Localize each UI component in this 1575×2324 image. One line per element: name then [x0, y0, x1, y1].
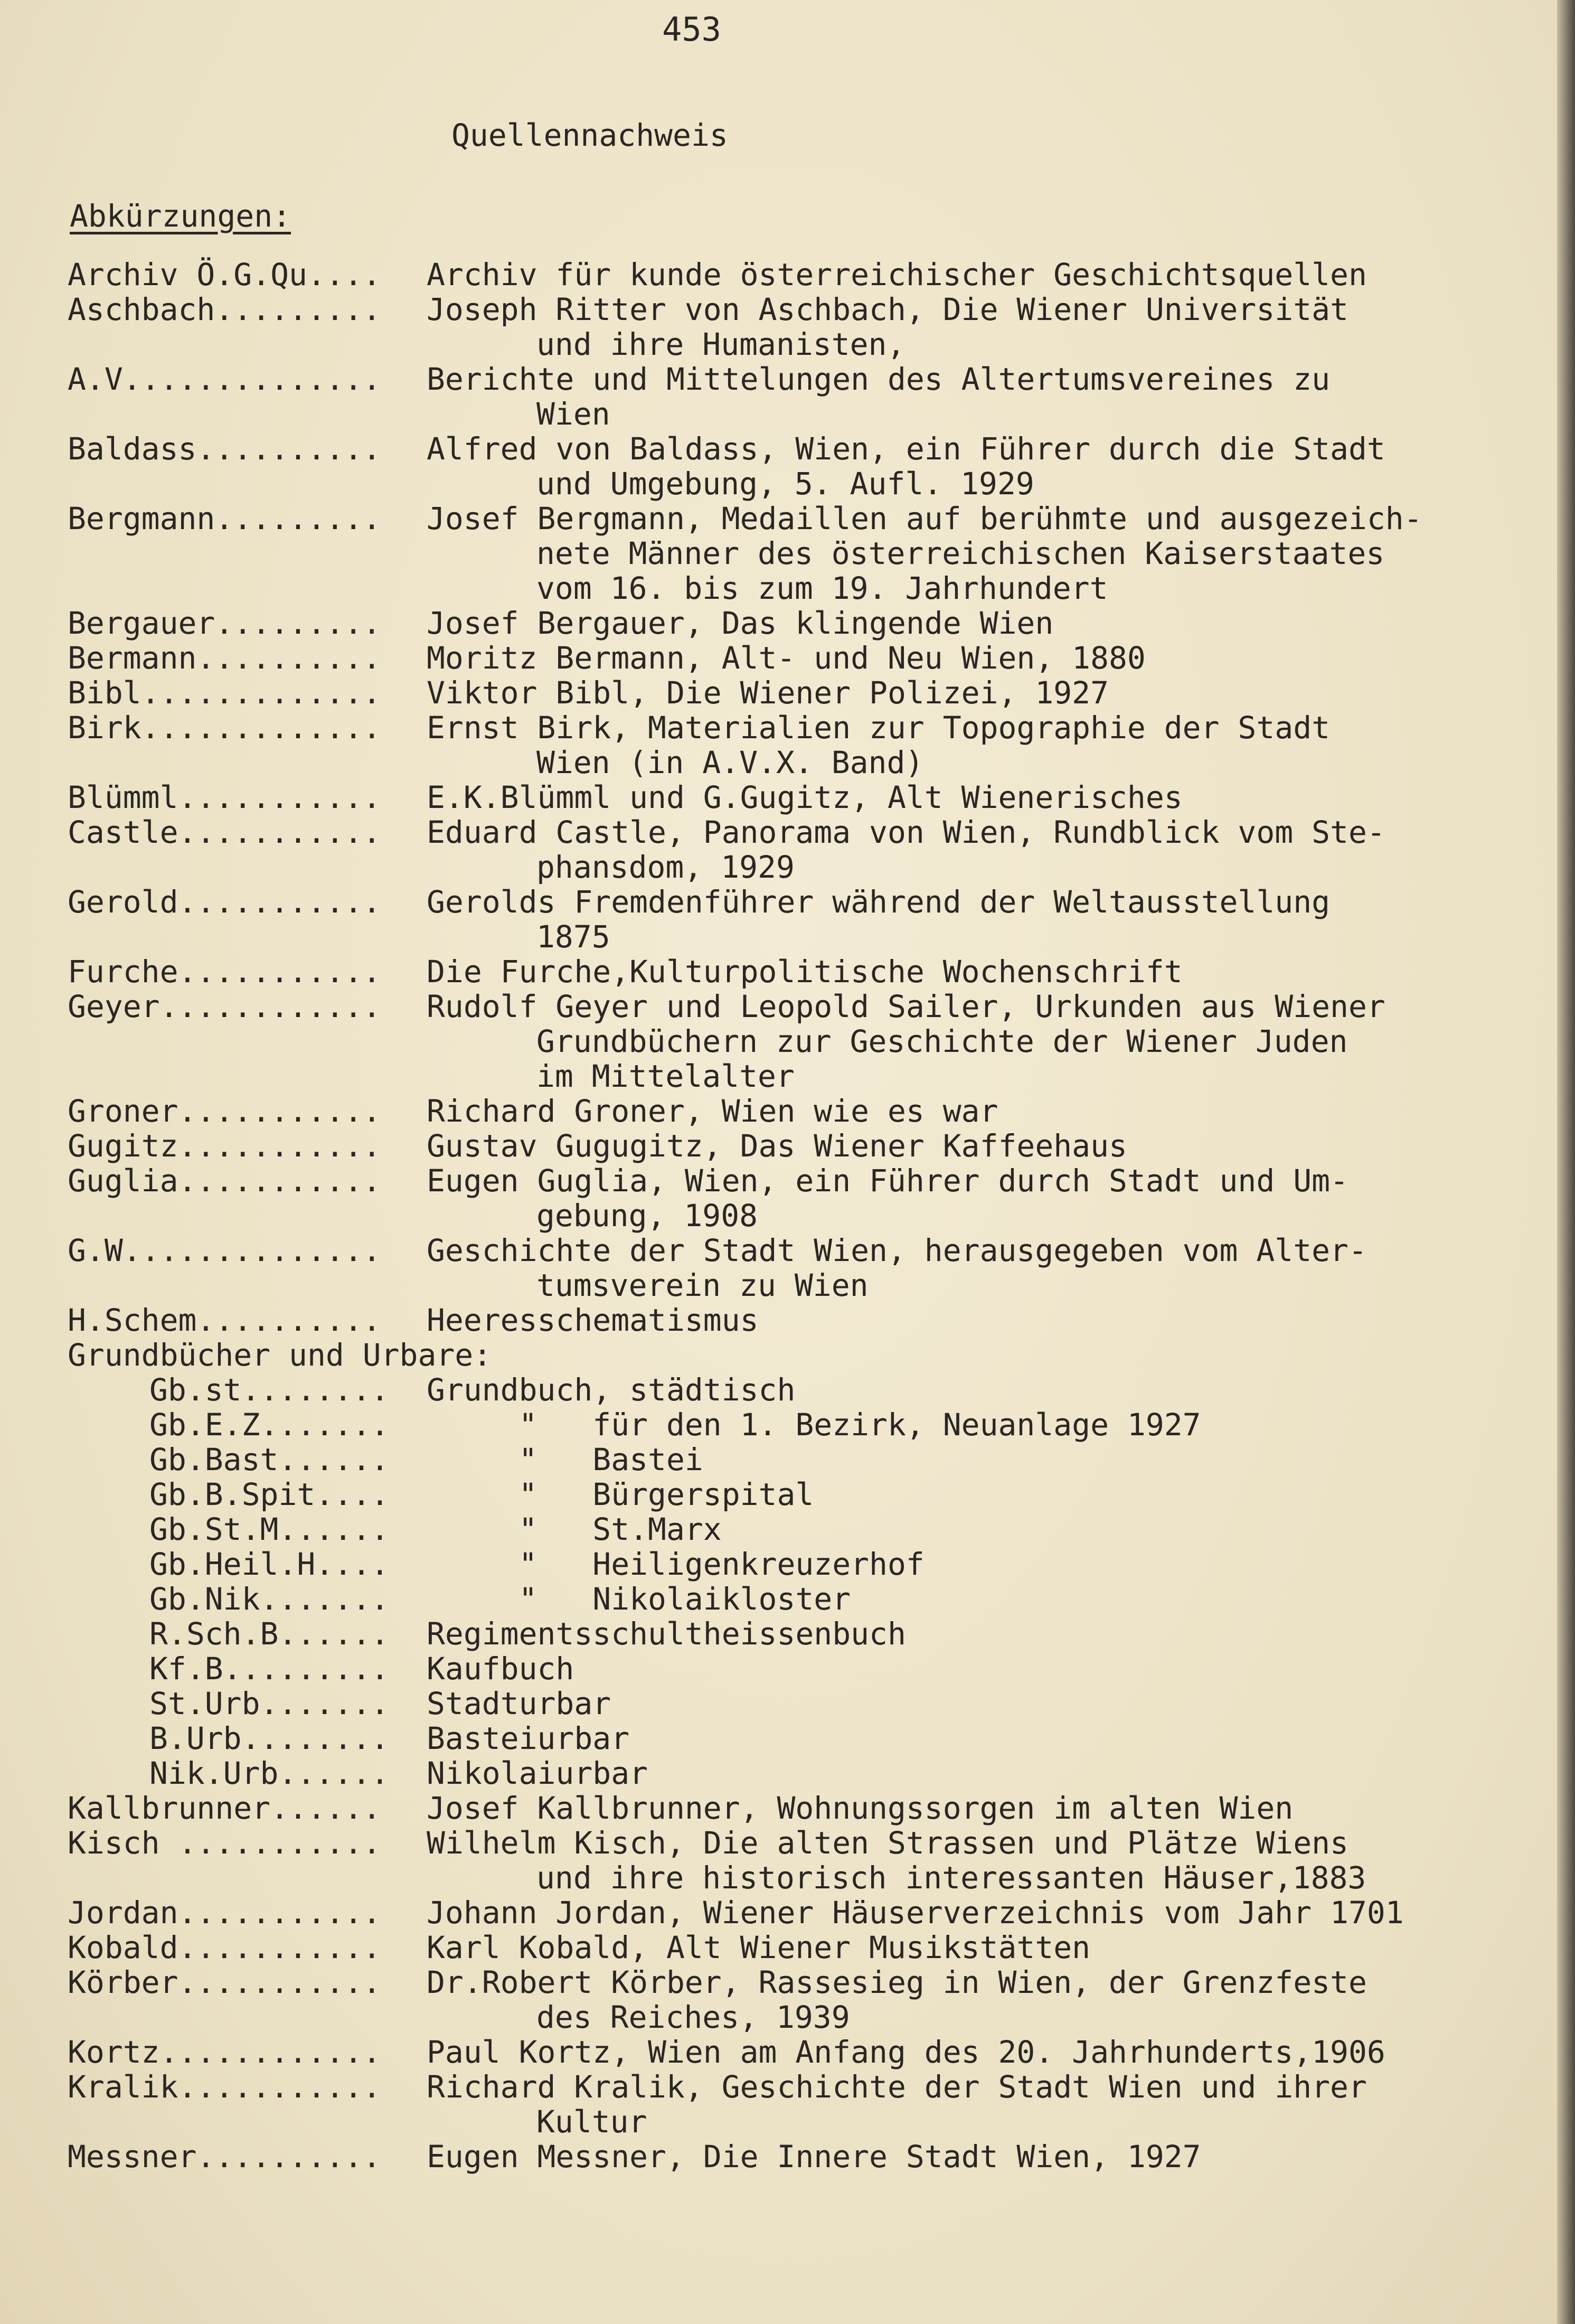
entry-source-text: " St.Marx	[427, 1511, 722, 1547]
entry-abbreviation: Grundbücher und Urbare:	[68, 1337, 492, 1373]
entry-source-text: Berichte und Mittelungen des Altertumsvereines zu	[427, 361, 1331, 397]
entry-source-text: Geschichte der Stadt Wien, herausgegeben vom Alter-	[427, 1232, 1367, 1268]
entry-source-text: Die Furche,Kulturpolitische Wochenschrift	[427, 954, 1183, 990]
list-item	[68, 1338, 1546, 1372]
entry-continuation-line	[68, 745, 1546, 780]
list-item	[68, 1303, 1546, 1338]
entry-continuation-text: und ihre Humanisten,	[536, 326, 906, 362]
list-item	[68, 1930, 1546, 1965]
entry-continuation-text: 1875	[536, 919, 610, 955]
list-item	[68, 1512, 1546, 1547]
page-edge-shadow	[1557, 0, 1575, 2324]
entry-continuation-line	[68, 1024, 1546, 1059]
entry-source-text: Heeresschematismus	[427, 1302, 759, 1338]
list-item	[68, 1407, 1546, 1442]
entry-source-text: Grundbuch, städtisch	[427, 1372, 796, 1408]
entry-abbreviation: Bermann..........	[68, 640, 381, 676]
entry-source-text: Johann Jordan, Wiener Häuserverzeichnis vom Jahr 1701	[427, 1895, 1404, 1931]
entry-continuation-line	[68, 466, 1546, 501]
entry-continuation-text: und ihre historisch interessanten Häuser,1883	[536, 1860, 1366, 1896]
entry-abbreviation: Furche...........	[68, 954, 381, 990]
entry-continuation-line	[68, 327, 1546, 362]
entry-source-text: Archiv für kunde österreichischer Geschichtsquellen	[427, 257, 1367, 293]
list-item	[68, 1651, 1546, 1686]
entry-source-text: Josef Bergmann, Medaillen auf berühmte und ausgezeich-	[427, 501, 1422, 537]
entry-abbreviation: Birk.............	[68, 710, 381, 746]
entry-source-text: Wilhelm Kisch, Die alten Strassen und Plätze Wiens	[427, 1825, 1348, 1861]
list-item	[68, 1094, 1546, 1128]
list-item	[68, 1582, 1546, 1616]
entry-continuation-line	[68, 1860, 1546, 1895]
entry-source-text: Dr.Robert Körber, Rassesieg in Wien, der Grenzfeste	[427, 1964, 1367, 2000]
entry-source-text: Alfred von Baldass, Wien, ein Führer durch die Stadt	[427, 431, 1385, 467]
entry-source-text: Kaufbuch	[427, 1651, 574, 1687]
entry-abbreviation: Gb.E.Z.......	[149, 1407, 389, 1443]
list-item	[68, 2139, 1546, 2174]
entry-abbreviation: A.V..............	[68, 361, 381, 397]
page-title: Quellennachweis	[451, 117, 728, 153]
entry-source-text: " für den 1. Bezirk, Neuanlage 1927	[427, 1407, 1201, 1443]
list-item	[68, 815, 1546, 850]
entry-source-text: Karl Kobald, Alt Wiener Musikstätten	[427, 1930, 1091, 1965]
abbreviations-heading: Abkürzungen:	[70, 198, 291, 234]
list-item	[68, 1442, 1546, 1477]
entry-continuation-text: Grundbüchern zur Geschichte der Wiener Juden	[536, 1023, 1348, 1059]
list-item	[68, 1686, 1546, 1721]
list-item	[68, 1756, 1546, 1791]
entry-abbreviation: Kisch ...........	[68, 1825, 381, 1861]
entry-abbreviation: Bergauer.........	[68, 605, 381, 641]
entry-continuation-text: und Umgebung, 5. Aufl. 1929	[536, 466, 1034, 502]
entry-abbreviation: Archiv Ö.G.Qu....	[68, 257, 381, 293]
entry-source-text: " Nikolaikloster	[427, 1581, 851, 1617]
entry-abbreviation: Gb.st........	[149, 1372, 389, 1408]
entry-continuation-line	[68, 919, 1546, 954]
list-item	[68, 710, 1546, 745]
list-item	[68, 1163, 1546, 1198]
page-number: 453	[662, 10, 721, 49]
entry-abbreviation: Geyer............	[68, 989, 381, 1024]
entry-source-text: " Heiligenkreuzerhof	[427, 1546, 925, 1582]
entry-source-text: Josef Kallbrunner, Wohnungssorgen im alten Wien	[427, 1790, 1294, 1826]
entry-source-text: Viktor Bibl, Die Wiener Polizei, 1927	[427, 675, 1109, 711]
entry-source-text: E.K.Blümml und G.Gugitz, Alt Wienerisches	[427, 779, 1183, 815]
entry-source-text: Joseph Ritter von Aschbach, Die Wiener Universität	[427, 291, 1348, 327]
entry-continuation-line	[68, 2104, 1546, 2139]
entry-continuation-line	[68, 536, 1546, 571]
entry-continuation-text: des Reiches, 1939	[536, 1999, 850, 2035]
entry-abbreviation: Nik.Urb......	[149, 1755, 389, 1791]
entry-abbreviation: H.Schem..........	[68, 1302, 381, 1338]
entry-source-text: Nikolaiurbar	[427, 1755, 648, 1791]
entry-abbreviation: Gerold...........	[68, 884, 381, 920]
entry-abbreviation: Groner...........	[68, 1093, 381, 1129]
entry-source-text: Ernst Birk, Materialien zur Topographie der Stadt	[427, 710, 1331, 746]
entry-source-text: Gerolds Fremdenführer während der Weltausstellung	[427, 884, 1331, 920]
entry-abbreviation: Jordan...........	[68, 1895, 381, 1931]
entry-continuation-text: im Mittelalter	[536, 1058, 795, 1094]
list-item	[68, 1128, 1546, 1163]
entry-source-text: Rudolf Geyer und Leopold Sailer, Urkunden aus Wiener	[427, 989, 1385, 1024]
entry-abbreviation: Gb.Bast......	[149, 1442, 389, 1478]
entry-source-text: Regimentsschultheissenbuch	[427, 1616, 906, 1652]
entry-abbreviation: Blümml...........	[68, 779, 381, 815]
list-item	[68, 2035, 1546, 2069]
entry-source-text: Eduard Castle, Panorama von Wien, Rundblick vom Ste-	[427, 814, 1385, 850]
entry-abbreviation: Gb.St.M......	[149, 1511, 389, 1547]
list-item	[68, 1791, 1546, 1826]
list-item	[68, 1616, 1546, 1651]
entry-abbreviation: Castle...........	[68, 814, 381, 850]
list-item	[68, 1477, 1546, 1512]
list-item	[68, 1547, 1546, 1582]
entry-abbreviation: R.Sch.B......	[149, 1616, 389, 1652]
entry-abbreviation: Gugitz...........	[68, 1128, 381, 1164]
entry-continuation-text: nete Männer des österreichischen Kaiserstaates	[536, 535, 1385, 571]
entry-source-text: Gustav Gugugitz, Das Wiener Kaffeehaus	[427, 1128, 1127, 1164]
entry-abbreviation: Baldass..........	[68, 431, 381, 467]
entry-continuation-line	[68, 1198, 1546, 1233]
entry-continuation-line	[68, 1059, 1546, 1094]
entry-continuation-line	[68, 1268, 1546, 1303]
abbreviation-list	[68, 257, 1546, 2174]
entry-source-text: Josef Bergauer, Das klingende Wien	[427, 605, 1054, 641]
entry-source-text: Moritz Bermann, Alt- und Neu Wien, 1880	[427, 640, 1146, 676]
list-item	[68, 780, 1546, 815]
list-item	[68, 989, 1546, 1024]
entry-continuation-text: phansdom, 1929	[536, 849, 795, 885]
entry-continuation-text: Wien (in A.V.X. Band)	[536, 745, 924, 780]
entry-abbreviation: Kf.B.........	[149, 1651, 389, 1687]
entry-continuation-text: tumsverein zu Wien	[536, 1267, 869, 1303]
entry-abbreviation: Kralik...........	[68, 2069, 381, 2105]
list-item	[68, 431, 1546, 466]
entry-continuation-text: gebung, 1908	[536, 1198, 758, 1234]
list-item	[68, 675, 1546, 710]
entry-source-text: Paul Kortz, Wien am Anfang des 20. Jahrhunderts,1906	[427, 2034, 1385, 2070]
entry-source-text: Richard Kralik, Geschichte der Stadt Wien und ihrer	[427, 2069, 1367, 2105]
list-item	[68, 606, 1546, 641]
entry-continuation-line	[68, 571, 1546, 606]
entry-continuation-line	[68, 397, 1546, 431]
entry-abbreviation: Gb.Nik.......	[149, 1581, 389, 1617]
entry-source-text: Eugen Guglia, Wien, ein Führer durch Stadt und Um-	[427, 1163, 1348, 1199]
entry-abbreviation: Gb.Heil.H....	[149, 1546, 389, 1582]
entry-abbreviation: Körber...........	[68, 1964, 381, 2000]
list-item	[68, 641, 1546, 675]
list-item	[68, 954, 1546, 989]
list-item	[68, 1826, 1546, 1860]
entry-source-text: " Bürgerspital	[427, 1476, 814, 1512]
list-item	[68, 257, 1546, 292]
entry-continuation-line	[68, 850, 1546, 885]
entry-abbreviation: Gb.B.Spit....	[149, 1476, 389, 1512]
list-item	[68, 1965, 1546, 2000]
entry-source-text: Basteiurbar	[427, 1720, 630, 1756]
entry-abbreviation: Bibl.............	[68, 675, 381, 711]
entry-abbreviation: G.W..............	[68, 1232, 381, 1268]
list-item	[68, 885, 1546, 919]
list-item	[68, 362, 1546, 397]
entry-abbreviation: Kallbrunner......	[68, 1790, 381, 1826]
list-item	[68, 501, 1546, 536]
entry-continuation-text: Wien	[536, 396, 610, 432]
entry-continuation-text: Kultur	[536, 2104, 647, 2140]
entry-abbreviation: Aschbach.........	[68, 291, 381, 327]
list-item	[68, 292, 1546, 327]
entry-abbreviation: Kobald...........	[68, 1930, 381, 1965]
entry-abbreviation: B.Urb........	[149, 1720, 389, 1756]
entry-abbreviation: Bergmann.........	[68, 501, 381, 537]
entry-abbreviation: Kortz............	[68, 2034, 381, 2070]
entry-continuation-line	[68, 2000, 1546, 2035]
list-item	[68, 1895, 1546, 1930]
entry-abbreviation: St.Urb.......	[149, 1686, 389, 1721]
list-item	[68, 1233, 1546, 1268]
entry-source-text: " Bastei	[427, 1442, 703, 1478]
entry-abbreviation: Guglia...........	[68, 1163, 381, 1199]
entry-source-text: Eugen Messner, Die Innere Stadt Wien, 1927	[427, 2139, 1201, 2175]
entry-continuation-text: vom 16. bis zum 19. Jahrhundert	[536, 570, 1108, 606]
list-item	[68, 1372, 1546, 1407]
list-item	[68, 2069, 1546, 2104]
entry-abbreviation: Messner..........	[68, 2139, 381, 2175]
entry-source-text: Richard Groner, Wien wie es war	[427, 1093, 998, 1129]
list-item	[68, 1721, 1546, 1756]
entry-source-text: Stadturbar	[427, 1686, 611, 1721]
